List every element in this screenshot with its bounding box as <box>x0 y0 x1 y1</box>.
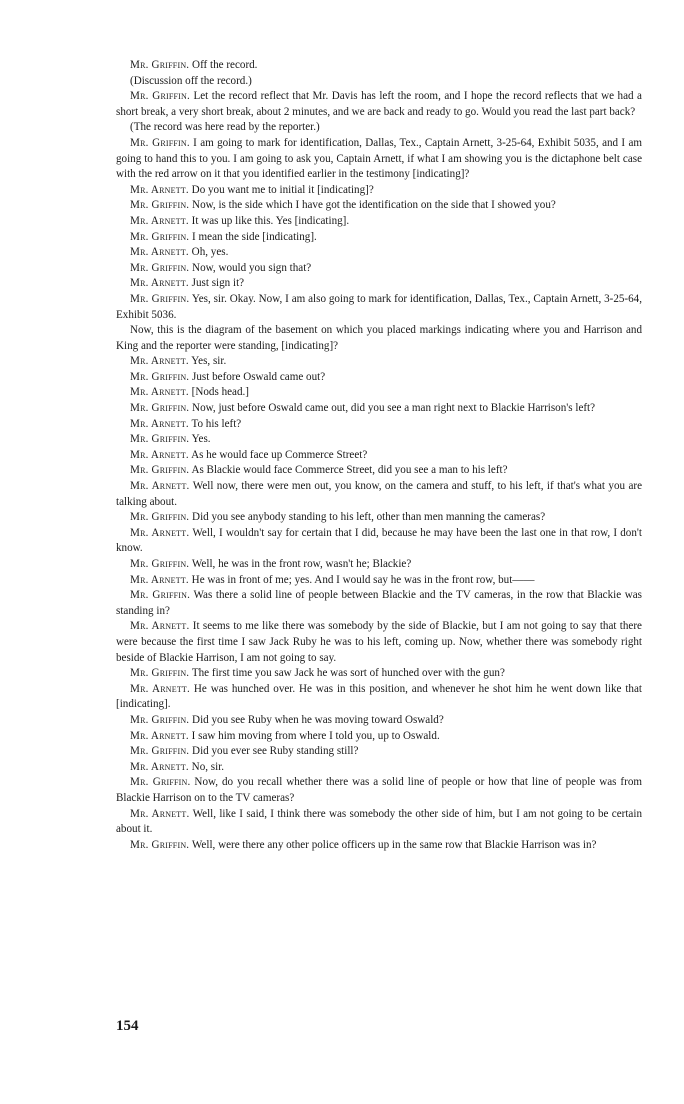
speaker-name: Mr. Arnett. <box>130 682 190 695</box>
speech-text: To his left? <box>188 417 242 430</box>
speech-text: Well, like I said, I think there was somebody the other side of him, but I am not going to be certain about it. <box>116 807 642 836</box>
speech-text: Did you ever see Ruby standing still? <box>189 745 359 758</box>
speaker-name: Mr. Griffin. <box>130 402 190 415</box>
transcript-paragraph <box>116 292 642 323</box>
transcript-paragraph <box>116 682 642 713</box>
speech-text: Do you want me to initial it [indicating]? <box>188 183 374 196</box>
speech-text: It was up like this. Yes [indicating]. <box>188 214 350 227</box>
speaker-name: Mr. Griffin. <box>130 199 190 212</box>
speaker-name: Mr. Griffin. <box>130 136 190 149</box>
speech-text: Now, would you sign that? <box>189 261 312 274</box>
speaker-name: Mr. Griffin. <box>130 558 190 570</box>
speaker-name: Mr. Arnett. <box>130 480 190 493</box>
transcript-paragraph <box>116 573 642 589</box>
speaker-name: Mr. Arnett. <box>130 448 189 461</box>
speaker-name: Mr. Griffin. <box>130 713 190 726</box>
transcript-paragraph <box>116 183 642 199</box>
speaker-name: Mr. Arnett. <box>130 214 189 227</box>
speaker-name: Mr. Arnett. <box>130 246 189 259</box>
speech-text: Now, is the side which I have got the identification on the side that I showed you? <box>189 199 556 212</box>
transcript-paragraph <box>116 417 642 433</box>
speaker-name: Mr. Griffin. <box>130 511 190 524</box>
speaker-name: Mr. Arnett. <box>130 417 189 430</box>
speech-text: [Nods head.] <box>188 386 249 399</box>
speaker-name: Mr. Arnett. <box>130 620 190 633</box>
speech-text: It seems to me like there was somebody by the side of Blackie, but I am not going to say that there were because the first time I saw Jack Ruby he was to his left, coming up. Now, whether there was somebody right beside of Blackie Harrison, I am not going to say. <box>116 620 642 664</box>
speaker-name: Mr. Griffin. <box>130 433 190 446</box>
speech-text: Well now, there were men out, you know, on the camera and stuff, to his left, if that's what you are talking about. <box>116 480 642 508</box>
transcript-paragraph <box>116 323 642 354</box>
transcript-paragraph <box>116 588 642 619</box>
speaker-name: Mr. Arnett. <box>130 573 189 586</box>
speech-text: No, sir. <box>188 760 225 773</box>
transcript-paragraph <box>116 401 642 417</box>
speech-text: I mean the side [indicating]. <box>189 230 317 243</box>
transcript-paragraph <box>116 744 642 760</box>
speaker-name: Mr. Griffin. <box>130 464 190 477</box>
transcript-paragraph <box>116 510 642 526</box>
speaker-name: Mr. Griffin. <box>130 589 191 602</box>
transcript-paragraph <box>116 230 642 246</box>
transcript-paragraph <box>116 479 642 510</box>
transcript-paragraph <box>116 526 642 557</box>
speaker-name: Mr. Griffin. <box>130 90 190 103</box>
speech-text: As Blackie would face Commerce Street, did you see a man to his left? <box>189 464 508 477</box>
speech-text: He was hunched over. He was in this position, and whenever he shot him he went down like that [indicating]. <box>116 682 642 711</box>
speech-text: Now, this is the diagram of the basement on which you placed markings indicating where you and Harrison and King and the reporter were standing, [indicating]? <box>116 324 642 352</box>
speaker-name: Mr. Arnett. <box>130 760 189 773</box>
speaker-name: Mr. Arnett. <box>130 183 189 196</box>
speech-text: Did you see anybody standing to his left, other than men manning the cameras? <box>189 511 546 524</box>
speech-text: I saw him moving from where I told you, up to Oswald. <box>188 729 440 742</box>
transcript-page <box>116 58 642 853</box>
transcript-paragraph <box>116 370 642 386</box>
speech-text: Yes, sir. <box>188 355 227 368</box>
speech-text: Did you see Ruby when he was moving toward Oswald? <box>189 713 444 726</box>
speech-text: He was in front of me; yes. And I would say he was in the front row, but—— <box>188 573 535 586</box>
speech-text: I am going to mark for identification, Dallas, Tex., Captain Arnett, 3-25-64, Exhibit 5035, and I am going to hand this to you. I am going to ask you, Captain Arnett, if what I am showing you is the dictaphone belt case with the red arrow on it that you identified earlier in the testimony [indicating]? <box>116 136 643 181</box>
transcript-paragraph <box>116 619 642 666</box>
speech-text: Was there a solid line of people between Blackie and the TV cameras, in the row that Blackie was standing in? <box>116 589 642 617</box>
transcript-paragraph <box>116 198 642 214</box>
speaker-name: Mr. Arnett. <box>130 355 189 368</box>
transcript-paragraph <box>116 807 642 838</box>
speaker-name: Mr. Griffin. <box>130 838 190 851</box>
speech-text: The first time you saw Jack he was sort of hunched over with the gun? <box>189 667 505 680</box>
speaker-name: Mr. Griffin. <box>130 776 191 789</box>
transcript-paragraph <box>116 214 642 230</box>
speaker-name: Mr. Griffin. <box>130 59 190 71</box>
transcript-paragraph <box>116 385 642 401</box>
speaker-name: Mr. Arnett. <box>130 526 190 539</box>
speech-text: Just before Oswald came out? <box>189 370 326 383</box>
speech-text: Off the record. <box>189 59 258 71</box>
transcript-paragraph <box>116 557 642 573</box>
speaker-name: Mr. Arnett. <box>130 807 190 820</box>
transcript-paragraph <box>116 261 642 277</box>
transcript-paragraph <box>116 89 642 120</box>
speaker-name: Mr. Griffin. <box>130 667 190 680</box>
transcript-paragraph <box>116 58 642 74</box>
transcript-paragraph <box>116 713 642 729</box>
transcript-paragraph <box>116 448 642 464</box>
speech-text: (Discussion off the record.) <box>130 74 252 87</box>
speaker-name: Mr. Arnett. <box>130 277 189 290</box>
speaker-name: Mr. Griffin. <box>130 745 190 758</box>
speech-text: Now, do you recall whether there was a solid line of people or how that line of people was from Blackie Harrison on to the TV cameras? <box>116 776 642 804</box>
page-number: 154 <box>116 1018 139 1034</box>
speech-text: Oh, yes. <box>188 246 229 259</box>
speech-text: Well, he was in the front row, wasn't he; Blackie? <box>189 558 412 570</box>
transcript-paragraph <box>116 276 642 292</box>
transcript-paragraph <box>116 245 642 261</box>
transcript-paragraph <box>116 729 642 745</box>
speech-text: Just sign it? <box>188 277 245 290</box>
transcript-paragraph <box>116 760 642 776</box>
speaker-name: Mr. Griffin. <box>130 370 190 383</box>
speech-text: Let the record reflect that Mr. Davis has left the room, and I hope the record reflects that we had a short break, a very short break, about 2 minutes, and we are back and ready to go. Would you read the last part back? <box>116 90 642 118</box>
speech-text: As he would face up Commerce Street? <box>188 448 368 461</box>
transcript-paragraph <box>116 136 642 183</box>
transcript-paragraph <box>116 838 642 854</box>
transcript-paragraph <box>116 463 642 479</box>
speaker-name: Mr. Arnett. <box>130 386 189 399</box>
speech-text: Well, I wouldn't say for certain that I did, because he may have been the last one in that row, I don't know. <box>116 526 642 555</box>
transcript-paragraph <box>116 74 642 90</box>
speaker-name: Mr. Griffin. <box>130 261 190 274</box>
transcript-paragraph <box>116 354 642 370</box>
speech-text: Now, just before Oswald came out, did you see a man right next to Blackie Harrison's left? <box>189 402 596 415</box>
transcript-paragraph <box>116 666 642 682</box>
speech-text: Yes. <box>189 433 211 446</box>
speaker-name: Mr. Arnett. <box>130 729 189 742</box>
transcript-paragraph <box>116 432 642 448</box>
transcript-paragraph <box>116 120 642 136</box>
speaker-name: Mr. Griffin. <box>130 292 190 305</box>
speech-text: Well, were there any other police officers up in the same row that Blackie Harrison was in? <box>189 838 597 851</box>
transcript-paragraph <box>116 775 642 806</box>
speech-text: (The record was here read by the reporter.) <box>130 121 320 134</box>
speaker-name: Mr. Griffin. <box>130 230 190 243</box>
speech-text: Yes, sir. Okay. Now, I am also going to mark for identification, Dallas, Tex., Captain Arnett, 3-25-64, Exhibit 5036. <box>116 292 642 321</box>
